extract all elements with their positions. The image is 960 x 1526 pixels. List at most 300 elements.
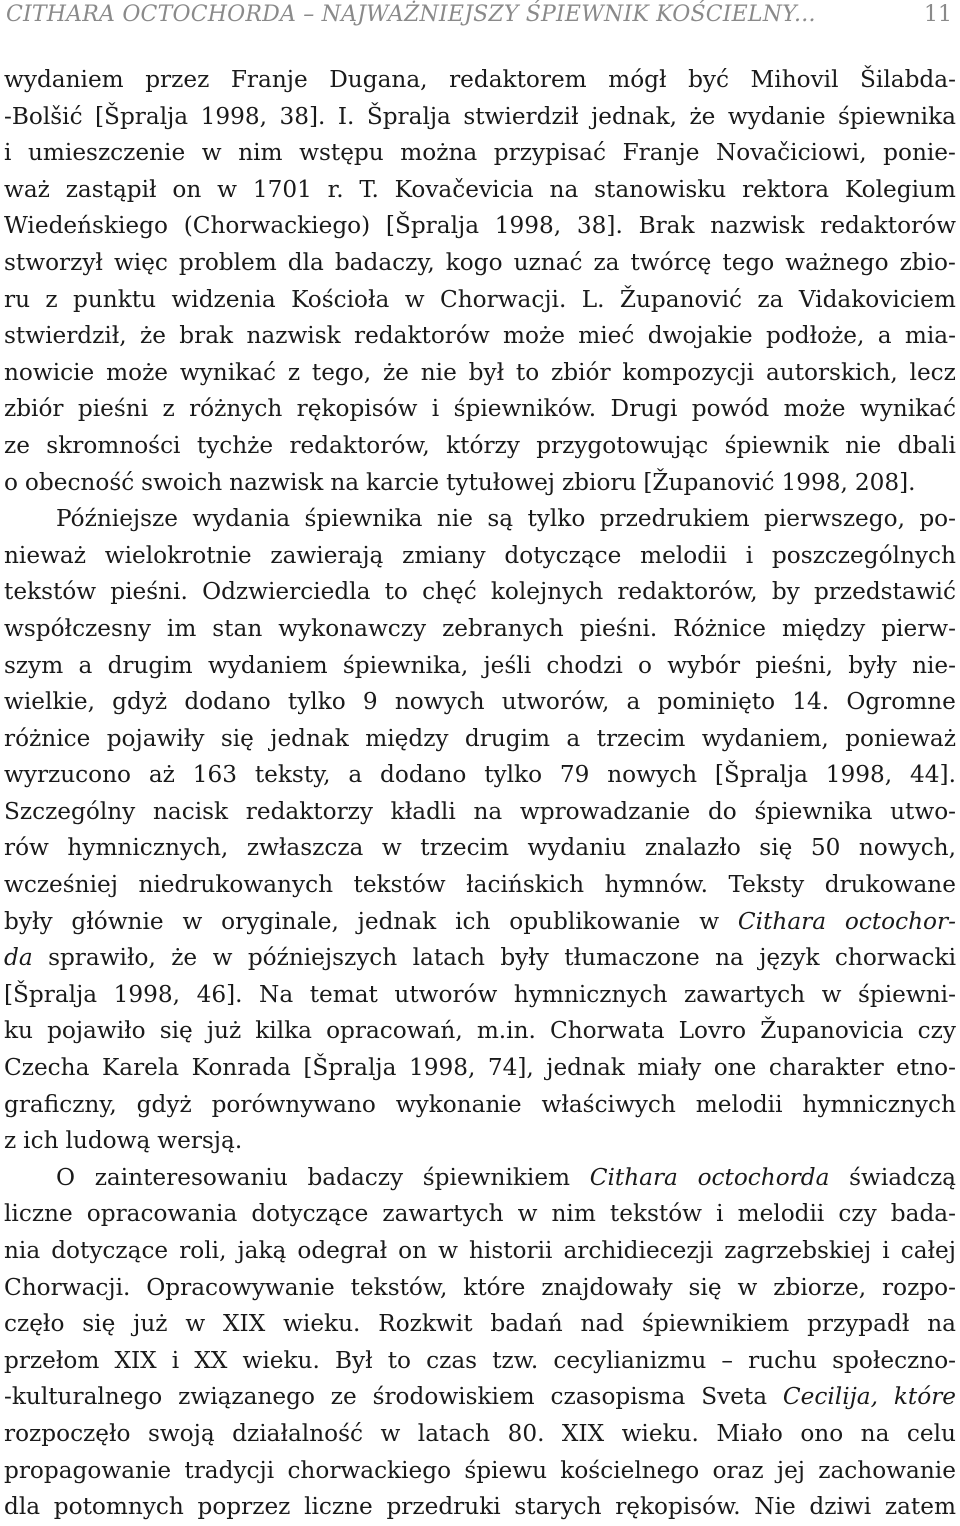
word: że bbox=[171, 944, 198, 972]
text-line bbox=[4, 1123, 956, 1160]
word: 1998, bbox=[200, 102, 267, 130]
text-line bbox=[4, 282, 956, 319]
word: hymnicznych, bbox=[67, 834, 229, 862]
word: śpiewnikiem bbox=[641, 1310, 790, 1338]
word: T. bbox=[359, 175, 379, 203]
word: za bbox=[757, 285, 784, 313]
word: XX bbox=[194, 1346, 228, 1374]
word: związanego bbox=[178, 1383, 315, 1411]
text-line bbox=[4, 465, 956, 502]
word: potomnych bbox=[53, 1493, 184, 1521]
word: i bbox=[171, 1346, 180, 1374]
word: tylko bbox=[287, 688, 346, 716]
text-line bbox=[4, 1233, 956, 1270]
word: wynikać bbox=[859, 395, 956, 423]
word: na bbox=[473, 797, 503, 825]
text-line bbox=[4, 977, 956, 1014]
word: zawartych bbox=[683, 980, 806, 1008]
word: nie bbox=[436, 505, 473, 533]
text-line bbox=[4, 355, 956, 392]
word: liczne bbox=[304, 1493, 373, 1521]
word: [Špralja bbox=[714, 761, 808, 789]
word: przedruki bbox=[386, 1493, 501, 1521]
word: Špralja bbox=[366, 102, 451, 130]
word: różnice bbox=[4, 724, 91, 752]
word: zwłaszcza bbox=[246, 834, 364, 862]
word: zbiór bbox=[4, 395, 64, 423]
word: późniejszych bbox=[247, 944, 398, 972]
word: 208]. bbox=[854, 468, 916, 496]
word: miały bbox=[637, 1054, 702, 1082]
word: Lovro bbox=[678, 1017, 747, 1045]
text-line bbox=[4, 99, 956, 136]
word: jednak bbox=[270, 724, 349, 752]
word: archidiecezji bbox=[563, 1237, 714, 1264]
word: gdyż bbox=[136, 1090, 192, 1118]
word: 14. bbox=[792, 688, 830, 716]
text-line bbox=[4, 391, 956, 428]
word: po- bbox=[919, 505, 956, 533]
word: zbiór bbox=[551, 358, 611, 386]
text-line bbox=[4, 940, 956, 977]
word: wydaniu bbox=[527, 834, 627, 862]
word: trzecim bbox=[420, 834, 509, 862]
text-line bbox=[4, 501, 956, 538]
word: utwo- bbox=[890, 797, 956, 825]
word: Rozkwit bbox=[378, 1310, 473, 1338]
word: nim bbox=[551, 1200, 596, 1228]
word: 1998, bbox=[408, 1054, 476, 1082]
word: zawartych bbox=[382, 1200, 504, 1228]
word: 80. bbox=[507, 1419, 545, 1447]
word: 1998, bbox=[825, 761, 893, 789]
word: w bbox=[438, 1237, 458, 1264]
word: śpiewni- bbox=[858, 980, 956, 1008]
word: działalność bbox=[232, 1419, 363, 1447]
word: a bbox=[877, 322, 892, 350]
text-line bbox=[4, 611, 956, 648]
italic-word: Cithara bbox=[589, 1163, 678, 1191]
word: przez bbox=[145, 66, 210, 93]
word: w bbox=[404, 285, 425, 313]
word: powód bbox=[691, 395, 770, 423]
text-line bbox=[4, 62, 956, 99]
text-line bbox=[4, 867, 956, 904]
word: uznać bbox=[513, 248, 583, 276]
word: hymnów. bbox=[604, 871, 708, 899]
word: z bbox=[45, 285, 58, 313]
word: przypisać bbox=[493, 139, 606, 167]
word: w bbox=[185, 1310, 206, 1338]
word: tekstów bbox=[353, 871, 446, 899]
text-line bbox=[4, 1050, 956, 1087]
word: rękopisów bbox=[296, 395, 418, 423]
word: mia- bbox=[904, 322, 956, 350]
word: 1998, bbox=[494, 212, 562, 240]
word: wcześniej bbox=[4, 871, 118, 899]
word: pierwszego, bbox=[764, 505, 905, 533]
word: tego, bbox=[311, 358, 372, 386]
word: w bbox=[201, 139, 222, 167]
word: w bbox=[212, 944, 233, 972]
word: 79 bbox=[559, 761, 590, 789]
text-line bbox=[4, 428, 956, 465]
word: nowych bbox=[607, 761, 698, 789]
word: nad bbox=[580, 1310, 625, 1338]
word: Opracowywanie bbox=[146, 1273, 335, 1301]
word: więc bbox=[113, 248, 168, 276]
word: zbioru bbox=[561, 468, 637, 496]
word: chorwackiego bbox=[287, 1456, 452, 1484]
word: 163 bbox=[192, 761, 237, 789]
word: był bbox=[468, 358, 505, 386]
word: Vidakoviciem bbox=[798, 285, 956, 313]
word: kogo bbox=[445, 248, 503, 276]
word: tytułowej bbox=[446, 468, 556, 496]
word: wielokrotnie bbox=[104, 541, 252, 569]
word: może bbox=[783, 395, 846, 423]
word: redaktorzy bbox=[245, 797, 373, 825]
word: stanowisku bbox=[594, 175, 727, 203]
word: r. bbox=[327, 175, 344, 203]
running-title: CITHARA OCTOCHORDA – NAJWAŻNIEJSZY ŚPIEWNIK KOŚCIELNY... bbox=[6, 2, 816, 27]
word: szym bbox=[4, 651, 64, 679]
word: może bbox=[106, 358, 169, 386]
word: wieku. bbox=[621, 1419, 699, 1447]
word: język bbox=[759, 944, 820, 972]
word: nowych, bbox=[858, 834, 956, 862]
word: Županović bbox=[619, 285, 742, 313]
word: badaczy, bbox=[334, 248, 435, 276]
word: swoich bbox=[141, 468, 223, 496]
text-line bbox=[4, 135, 956, 172]
word: -kulturalnego bbox=[4, 1383, 163, 1411]
word: pojawiły bbox=[106, 724, 205, 752]
word: karcie bbox=[366, 468, 440, 496]
word: stworzył bbox=[4, 248, 103, 276]
word: widzenia bbox=[171, 285, 276, 313]
word: Wiedeńskiego bbox=[4, 212, 168, 240]
word: swoją bbox=[147, 1419, 215, 1447]
word: przygotowując bbox=[536, 431, 709, 459]
word: pojawiło bbox=[47, 1017, 146, 1045]
word: im bbox=[166, 614, 197, 642]
word: tradycji bbox=[184, 1456, 275, 1484]
word: kościelnego bbox=[560, 1456, 700, 1484]
word: umieszczenie bbox=[28, 139, 186, 167]
word: skromności bbox=[46, 431, 181, 459]
word: Franje bbox=[622, 139, 700, 167]
word: ruchu bbox=[748, 1346, 817, 1374]
word: waż bbox=[4, 175, 50, 203]
word: to bbox=[515, 358, 540, 386]
word: kompozycji bbox=[622, 358, 755, 386]
word: Różnice bbox=[673, 614, 766, 642]
word: to bbox=[387, 1346, 412, 1374]
word: śpiewu bbox=[464, 1456, 548, 1484]
word: melodii bbox=[695, 1090, 783, 1118]
word: Odzwierciedla bbox=[202, 578, 371, 606]
word: Konrada bbox=[191, 1054, 291, 1082]
word: redaktorów bbox=[820, 212, 956, 240]
word: chęć bbox=[422, 578, 477, 606]
word: Kościoła bbox=[291, 285, 390, 313]
word: częło bbox=[4, 1310, 65, 1338]
word: w bbox=[737, 1273, 758, 1301]
word: na bbox=[860, 1419, 890, 1447]
word: rektora bbox=[742, 175, 830, 203]
word: utworów, bbox=[501, 688, 610, 716]
italic-word: octochorda bbox=[697, 1163, 830, 1191]
word: przypadł bbox=[807, 1310, 910, 1338]
word: opracowań, bbox=[326, 1017, 463, 1045]
word: m.in. bbox=[476, 1017, 536, 1045]
word: zachowanie bbox=[818, 1456, 956, 1484]
word: Drugi bbox=[610, 395, 678, 423]
word: chorwacki bbox=[834, 944, 956, 972]
word: znajdowały bbox=[541, 1273, 673, 1301]
word: rękopisów. bbox=[615, 1493, 741, 1521]
word: oryginale, bbox=[221, 907, 339, 935]
word: i bbox=[716, 1200, 724, 1228]
word: można bbox=[400, 139, 478, 167]
word: na bbox=[715, 944, 744, 972]
word: cecylianizmu bbox=[553, 1346, 707, 1374]
word: wielkie, bbox=[4, 688, 95, 716]
word: rów bbox=[4, 834, 49, 862]
word: obecność bbox=[24, 468, 135, 496]
word: latach bbox=[412, 944, 485, 972]
word: nacisk bbox=[152, 797, 229, 825]
word: łacińskich bbox=[466, 871, 585, 899]
word: celu bbox=[906, 1419, 956, 1447]
word: dotyczące bbox=[51, 1237, 169, 1264]
word: i bbox=[745, 541, 754, 569]
word: z bbox=[287, 358, 301, 386]
word: czy bbox=[917, 1017, 956, 1045]
word: tylko bbox=[484, 761, 543, 789]
word: 9 bbox=[362, 688, 378, 716]
text-line bbox=[4, 721, 956, 758]
word: Czecha bbox=[4, 1054, 90, 1082]
word: opracowania bbox=[86, 1200, 238, 1228]
word: Dugana, bbox=[329, 66, 428, 93]
text-line bbox=[4, 1013, 956, 1050]
word: przełom bbox=[4, 1346, 100, 1374]
word: hymnicznych bbox=[513, 980, 668, 1008]
word: Nie bbox=[754, 1493, 796, 1521]
word: [Špralja bbox=[4, 980, 98, 1008]
word: różnych bbox=[189, 395, 283, 423]
word: były bbox=[848, 651, 897, 679]
word: badaczy bbox=[307, 1163, 404, 1191]
word: Franje bbox=[230, 66, 308, 93]
word: i bbox=[431, 395, 440, 423]
word: tzw. bbox=[492, 1346, 539, 1374]
word: – bbox=[721, 1346, 733, 1374]
word: dotyczące bbox=[504, 541, 622, 569]
word: etno- bbox=[896, 1054, 956, 1082]
word: na bbox=[330, 468, 360, 496]
word: z bbox=[162, 395, 175, 423]
word: do bbox=[707, 797, 737, 825]
running-header bbox=[0, 0, 960, 34]
word: Był bbox=[334, 1346, 373, 1374]
word: na bbox=[927, 1310, 956, 1338]
word: Chorwacji. bbox=[4, 1273, 131, 1301]
word: Ogromne bbox=[846, 688, 956, 716]
word: jeśli bbox=[483, 651, 532, 679]
word: one bbox=[713, 1054, 757, 1082]
word: [Županović bbox=[643, 468, 775, 496]
text-line bbox=[4, 1453, 956, 1490]
word: wyrzucono bbox=[4, 761, 132, 789]
word: kilka bbox=[255, 1017, 313, 1045]
word: tylko bbox=[527, 505, 586, 533]
word: zainteresowaniu bbox=[94, 1163, 288, 1191]
word: dodano bbox=[184, 688, 271, 716]
word: ludową bbox=[65, 1127, 151, 1155]
word: bada- bbox=[890, 1200, 956, 1228]
word: głównie bbox=[71, 907, 164, 935]
word: jednak, bbox=[591, 102, 678, 130]
word: 50 bbox=[810, 834, 841, 862]
word: kolejnych bbox=[490, 578, 604, 606]
word: śpiewnika bbox=[838, 102, 956, 130]
word: że bbox=[140, 322, 166, 350]
word: wersją. bbox=[157, 1127, 243, 1155]
word: wieku. bbox=[242, 1346, 320, 1374]
word: trzecim bbox=[596, 724, 686, 752]
word: pieśni bbox=[77, 395, 149, 423]
word: liczne bbox=[4, 1200, 73, 1228]
word: opublikowanie bbox=[509, 907, 681, 935]
word: odegrał bbox=[297, 1237, 388, 1264]
word: czas bbox=[426, 1346, 478, 1374]
word: zbiorze, bbox=[773, 1273, 867, 1301]
text-line bbox=[4, 904, 956, 941]
word: zagrzebskiej bbox=[724, 1237, 872, 1264]
word: nazwisk bbox=[246, 322, 341, 350]
word: -Bolšić bbox=[4, 102, 83, 130]
word: tekstów bbox=[609, 1200, 703, 1228]
word: XIX bbox=[223, 1310, 266, 1338]
word: utworów bbox=[394, 980, 498, 1008]
word: gdyż bbox=[112, 688, 168, 716]
word: pieśni. bbox=[579, 614, 658, 642]
word: o bbox=[4, 468, 18, 496]
word: i bbox=[882, 1237, 890, 1264]
word: hymnicznych bbox=[802, 1090, 956, 1118]
word: nowicie bbox=[4, 358, 95, 386]
word: a bbox=[566, 724, 581, 752]
word: są bbox=[487, 505, 514, 533]
word: Teksty bbox=[728, 871, 805, 899]
word: nim bbox=[238, 139, 283, 167]
word: 1998, bbox=[113, 980, 181, 1008]
word: 46]. bbox=[196, 980, 243, 1008]
word: wykonawczy bbox=[278, 614, 427, 642]
text-line bbox=[4, 1160, 956, 1197]
word: jednak bbox=[357, 907, 437, 935]
word: 1701 bbox=[252, 175, 312, 203]
word: pieśni. bbox=[110, 578, 188, 606]
word: jej bbox=[776, 1456, 805, 1484]
word: charakter bbox=[768, 1054, 884, 1082]
word: wydaniem bbox=[4, 66, 124, 93]
word: ze bbox=[330, 1383, 357, 1411]
word: czy bbox=[838, 1200, 877, 1228]
word: na bbox=[549, 175, 579, 203]
word: które bbox=[463, 1273, 526, 1301]
word: w bbox=[821, 980, 842, 1008]
word: ono bbox=[800, 1419, 844, 1447]
word: o bbox=[638, 651, 652, 679]
word: kładli bbox=[390, 797, 456, 825]
word: wprowadzanie bbox=[519, 797, 691, 825]
word: zastąpił bbox=[65, 175, 157, 203]
text-line bbox=[4, 1087, 956, 1124]
word: dla bbox=[4, 1493, 41, 1521]
text-line bbox=[4, 648, 956, 685]
word: problem bbox=[178, 248, 277, 276]
word: Sveta bbox=[701, 1383, 768, 1411]
word: się bbox=[82, 1310, 116, 1338]
word: czasopisma bbox=[550, 1383, 686, 1411]
word: XIX bbox=[561, 1419, 605, 1447]
word: latach bbox=[417, 1419, 491, 1447]
text-line bbox=[4, 757, 956, 794]
text-line bbox=[4, 1379, 956, 1416]
word: ponieważ bbox=[845, 724, 956, 752]
word: historii bbox=[468, 1237, 553, 1264]
word: zbio- bbox=[899, 248, 956, 276]
word: wydaniem bbox=[207, 651, 328, 679]
word: redaktorem bbox=[449, 66, 587, 93]
word: były bbox=[4, 907, 53, 935]
word: nia bbox=[4, 1237, 41, 1264]
word: drugim bbox=[464, 724, 551, 752]
word: może bbox=[503, 322, 565, 350]
word: [Špralja bbox=[303, 1054, 397, 1082]
word: sprawiło, bbox=[48, 944, 156, 972]
text-line bbox=[4, 172, 956, 209]
word: którzy bbox=[446, 431, 520, 459]
text-line bbox=[4, 1306, 956, 1343]
word: śpiewnika bbox=[304, 505, 423, 533]
word: dziwi bbox=[809, 1493, 872, 1521]
word: dbali bbox=[897, 431, 956, 459]
word: Karela bbox=[101, 1054, 180, 1082]
word: Brak bbox=[638, 212, 695, 240]
word: zmiany bbox=[402, 541, 486, 569]
word: jaką bbox=[237, 1237, 287, 1264]
word: nieważ bbox=[4, 541, 86, 569]
word: Kolegium bbox=[844, 175, 956, 203]
word: roli, bbox=[179, 1237, 227, 1264]
word: tekstów, bbox=[350, 1273, 448, 1301]
word: stan bbox=[212, 614, 263, 642]
word: ze bbox=[4, 431, 30, 459]
word: ważnego bbox=[785, 248, 889, 276]
word: Mihovil bbox=[750, 66, 839, 93]
word: lecz bbox=[909, 358, 956, 386]
word: Późniejsze bbox=[56, 505, 178, 533]
word: przedrukiem bbox=[599, 505, 750, 533]
word: on bbox=[172, 175, 202, 203]
word: świadczą bbox=[849, 1163, 956, 1191]
word: ku bbox=[4, 1017, 33, 1045]
